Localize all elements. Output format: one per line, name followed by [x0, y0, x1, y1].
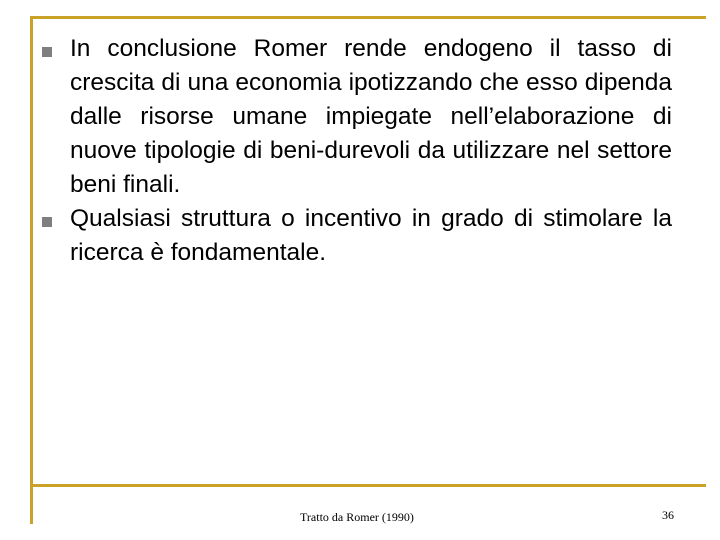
- bullet-list: [42, 32, 672, 270]
- footer-caption: Tratto da Romer (1990): [300, 510, 414, 524]
- page-number: 36: [662, 508, 674, 522]
- square-bullet-icon: [42, 47, 52, 57]
- frame-bottom-border: [30, 484, 706, 487]
- bullet-item: [42, 202, 672, 270]
- frame-left-border: [30, 16, 33, 524]
- square-bullet-icon: [42, 217, 52, 227]
- slide-body: [42, 32, 672, 270]
- bullet-text: In conclusione Romer rende endogeno il tasso di crescita di una economia ipotizzando che esso dipenda dalle risorse umane impiegate nell’elaborazione di nuove tipologie di beni-durevoli da utilizzare nel settore beni finali.: [70, 35, 672, 198]
- frame-top-border: [30, 16, 706, 19]
- bullet-item: [42, 32, 672, 202]
- bullet-text: Qualsiasi struttura o incentivo in grado di stimolare la ricerca è fondamentale.: [70, 205, 672, 266]
